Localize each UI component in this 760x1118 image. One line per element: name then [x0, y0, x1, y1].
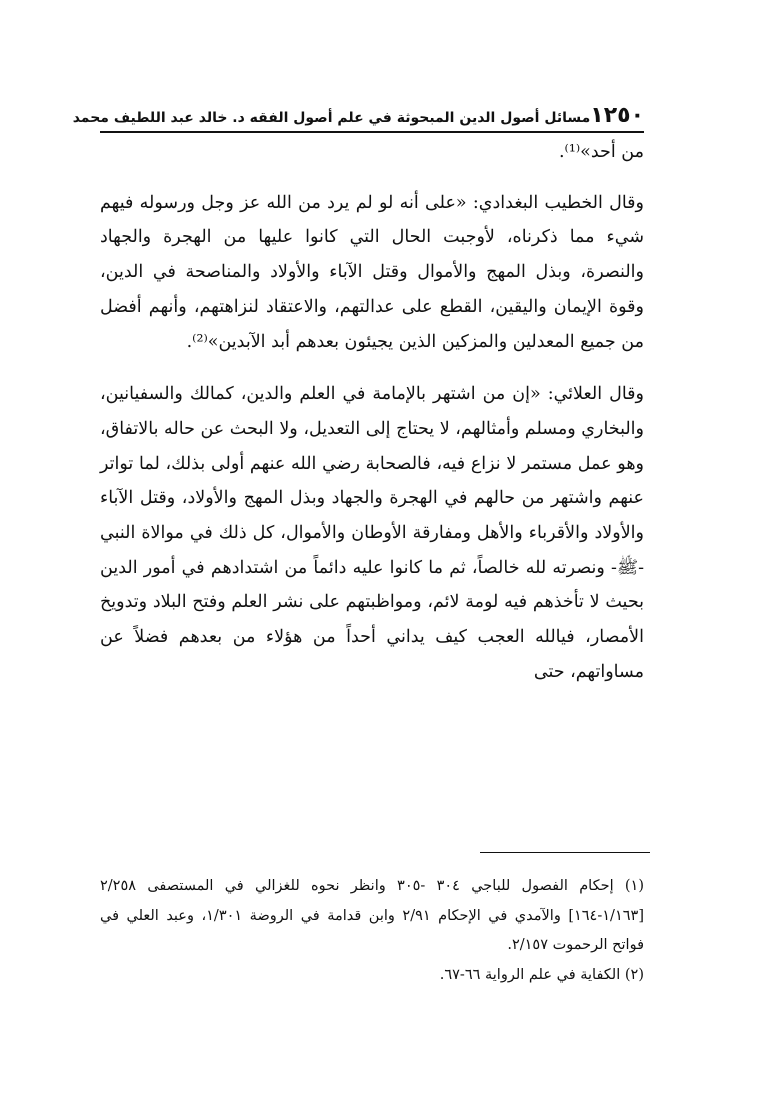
page-header — [72, 98, 644, 128]
footnote-1: (١) إحكام الفصول للباجي ٣٠٤ -٣٠٥ وانظر نحوه للغزالي في المستصفى ٢/٢٥٨ [١/١٦٣-١٦٤] والآمدي في الإحكام ٢/٩١ وابن قدامة في الروضة ١/٣٠١، وعبد العلي في فواتح الرحموت ٢/١٥٧. — [100, 878, 645, 953]
body-text — [100, 135, 644, 708]
running-title: مسائل أصول الدين المبحوثة في علم أصول الفقه د. خالد عبد اللطيف محمد — [72, 110, 591, 126]
paragraph-alai-quote: وقال العلائي: «إن من اشتهر بالإمامة في العلم والدين، كمالك والسفيانين، والبخاري ومسلم وأمثالهم، لا يحتاج إلى التعديل، ولا البحث عن حاله بالاتفاق، وهو عمل مستمر لا نزاع فيه، فالصحابة رضي الله عنهم أولى بذلك، لما تواتر عنهم واشتهر من حالهم في الهجرة والجهاد وبذل المهج والأولاد، وقتل الآباء والأولاد والأقرباء والأهل ومفارقة الأوطان والأموال، كل ذلك في موالاة النبي -ﷺ- ونصرته لله خالصاً، ثم ما كانوا عليه دائماً من اشتدادهم في أمور الدين بحيث لا تأخذهم فيه لومة لائم، ومواظبتهم على نشر العلم وفتح البلاد وتدويخ الأمصار، فيالله العجب كيف يداني أحداً من هؤلاء من بعدهم فضلاً عن مساواتهم، حتى — [100, 384, 644, 682]
footnote-separator — [480, 852, 650, 853]
page-number: ١٢٥٠ — [590, 103, 644, 128]
footnote-2: (٢) الكفاية في علم الرواية ٦٦-٦٧. — [439, 966, 644, 983]
footnotes — [100, 872, 644, 990]
paragraph-continuation: من أحد»⁽¹⁾. — [558, 142, 644, 162]
paragraph-khatib-quote: وقال الخطيب البغدادي: «على أنه لو لم يرد من الله عز وجل ورسوله فيهم شيء مما ذكرناه، لأوجبت الحال التي كانوا عليها من الهجرة والجهاد والنصرة، وبذل المهج والأموال وقتل الآباء والأولاد والمناصحة في الدين، وقوة الإيمان واليقين، القطع على عدالتهم، والاعتقاد لنزاهتهم، وأنهم أفضل من جميع المعدلين والمزكين الذين يجيئون بعدهم أبد الآبدين»⁽²⁾. — [100, 192, 644, 352]
header-rule — [100, 131, 644, 133]
